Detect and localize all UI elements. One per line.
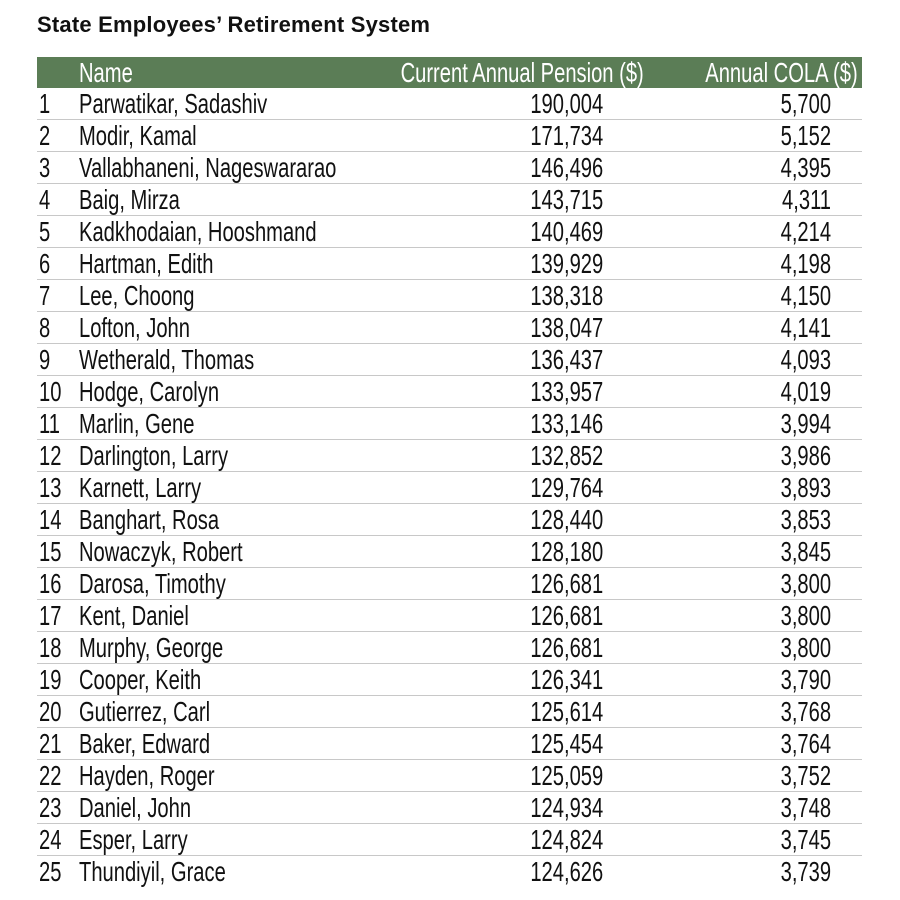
name-cell: Vallabhaneni, Nageswararao xyxy=(79,152,337,183)
cola-cell: 4,214 xyxy=(780,216,831,247)
name-cell: Cooper, Keith xyxy=(79,664,202,695)
name-cell: Esper, Larry xyxy=(79,824,188,855)
table-row xyxy=(37,184,862,216)
rank-cell: 8 xyxy=(39,312,51,343)
pension-cell: 126,341 xyxy=(530,664,603,695)
pension-cell: 143,715 xyxy=(530,184,603,215)
pension-cell: 140,469 xyxy=(530,216,603,247)
pension-cell: 136,437 xyxy=(530,344,603,375)
name-cell: Gutierrez, Carl xyxy=(79,696,211,727)
name-cell: Lofton, John xyxy=(79,312,190,343)
cola-cell: 3,800 xyxy=(780,568,831,599)
cola-cell: 3,800 xyxy=(780,632,831,663)
pension-cell: 146,496 xyxy=(530,152,603,183)
table-row xyxy=(37,408,862,440)
pension-table xyxy=(37,57,862,887)
name-cell: Modir, Kamal xyxy=(79,120,197,151)
table-row xyxy=(37,120,862,152)
pension-cell: 133,146 xyxy=(530,408,603,439)
name-cell: Banghart, Rosa xyxy=(79,504,220,535)
table-row xyxy=(37,600,862,632)
rank-cell: 14 xyxy=(39,504,62,535)
rank-cell: 5 xyxy=(39,216,51,247)
rank-cell: 13 xyxy=(39,472,62,503)
table-row xyxy=(37,760,862,792)
rank-cell: 10 xyxy=(39,376,62,407)
pension-cell: 124,934 xyxy=(530,792,603,823)
name-cell: Karnett, Larry xyxy=(79,472,202,503)
pension-cell: 132,852 xyxy=(530,440,603,471)
pension-cell: 190,004 xyxy=(530,88,603,119)
cola-cell: 3,800 xyxy=(780,600,831,631)
rank-cell: 2 xyxy=(39,120,51,151)
rank-cell: 11 xyxy=(39,408,60,439)
cola-cell: 5,152 xyxy=(780,120,831,151)
rank-cell: 22 xyxy=(39,760,62,791)
rank-cell: 6 xyxy=(39,248,51,279)
rank-cell: 16 xyxy=(39,568,62,599)
name-cell: Wetherald, Thomas xyxy=(79,344,255,375)
name-cell: Nowaczyk, Robert xyxy=(79,536,243,567)
cola-cell: 3,845 xyxy=(780,536,831,567)
name-cell: Hartman, Edith xyxy=(79,248,214,279)
table-row xyxy=(37,312,862,344)
name-cell: Darlington, Larry xyxy=(79,440,229,471)
cola-cell: 3,768 xyxy=(780,696,831,727)
pension-cell: 138,318 xyxy=(530,280,603,311)
pension-cell: 126,681 xyxy=(530,600,603,631)
cola-cell: 3,748 xyxy=(780,792,831,823)
cola-cell: 4,311 xyxy=(782,184,831,215)
cola-cell: 3,764 xyxy=(780,728,831,759)
table-row xyxy=(37,536,862,568)
header-pension: Current Annual Pension ($) xyxy=(400,57,644,88)
table-row xyxy=(37,440,862,472)
rank-cell: 9 xyxy=(39,344,51,375)
cola-cell: 4,093 xyxy=(780,344,831,375)
table-row xyxy=(37,216,862,248)
table-row xyxy=(37,696,862,728)
name-cell: Murphy, George xyxy=(79,632,224,663)
pension-cell: 124,626 xyxy=(530,856,603,887)
table-row xyxy=(37,376,862,408)
rank-cell: 24 xyxy=(39,824,62,855)
name-cell: Lee, Choong xyxy=(79,280,195,311)
name-cell: Parwatikar, Sadashiv xyxy=(79,88,268,119)
cola-cell: 3,853 xyxy=(780,504,831,535)
cola-cell: 3,986 xyxy=(780,440,831,471)
rank-cell: 4 xyxy=(39,184,51,215)
cola-cell: 4,198 xyxy=(780,248,831,279)
page-title: State Employees’ Retirement System xyxy=(37,12,431,37)
pension-cell: 128,180 xyxy=(530,536,603,567)
rank-cell: 23 xyxy=(39,792,62,823)
name-cell: Hodge, Carolyn xyxy=(79,376,220,407)
pension-cell: 126,681 xyxy=(530,632,603,663)
pension-cell: 128,440 xyxy=(530,504,603,535)
table-row xyxy=(37,504,862,536)
cola-cell: 3,745 xyxy=(780,824,831,855)
cola-cell: 4,141 xyxy=(780,312,831,343)
rank-cell: 19 xyxy=(39,664,62,695)
pension-cell: 133,957 xyxy=(530,376,603,407)
table-row xyxy=(37,632,862,664)
name-cell: Marlin, Gene xyxy=(79,408,195,439)
pension-cell: 125,454 xyxy=(530,728,603,759)
table-row xyxy=(37,792,862,824)
cola-cell: 3,994 xyxy=(780,408,831,439)
table-row xyxy=(37,248,862,280)
table-row xyxy=(37,472,862,504)
name-cell: Kadkhodaian, Hooshmand xyxy=(79,216,317,247)
pension-cell: 171,734 xyxy=(530,120,603,151)
rank-cell: 3 xyxy=(39,152,51,183)
cola-cell: 4,019 xyxy=(780,376,831,407)
name-cell: Daniel, John xyxy=(79,792,192,823)
name-cell: Darosa, Timothy xyxy=(79,568,226,599)
pension-cell: 125,614 xyxy=(530,696,603,727)
rank-cell: 15 xyxy=(39,536,62,567)
cola-cell: 3,790 xyxy=(780,664,831,695)
pension-cell: 124,824 xyxy=(530,824,603,855)
table-header xyxy=(37,57,862,88)
cola-cell: 4,150 xyxy=(780,280,831,311)
rank-cell: 7 xyxy=(39,280,51,311)
rank-cell: 18 xyxy=(39,632,62,663)
table-row xyxy=(37,568,862,600)
cola-cell: 4,395 xyxy=(780,152,831,183)
name-cell: Hayden, Roger xyxy=(79,760,215,791)
header-cola: Annual COLA ($) xyxy=(705,57,858,88)
name-cell: Thundiyil, Grace xyxy=(79,856,226,887)
rank-cell: 1 xyxy=(39,88,51,119)
rank-cell: 12 xyxy=(39,440,62,471)
cola-cell: 5,700 xyxy=(780,88,831,119)
table-row xyxy=(37,856,862,887)
pension-cell: 138,047 xyxy=(530,312,603,343)
name-cell: Kent, Daniel xyxy=(79,600,189,631)
pension-cell: 125,059 xyxy=(530,760,603,791)
header-name: Name xyxy=(79,57,133,88)
rank-cell: 21 xyxy=(39,728,62,759)
table-row xyxy=(37,152,862,184)
cola-cell: 3,739 xyxy=(780,856,831,887)
table-row xyxy=(37,344,862,376)
rank-cell: 25 xyxy=(39,856,62,887)
table-row xyxy=(37,88,862,120)
table-row xyxy=(37,728,862,760)
cola-cell: 3,752 xyxy=(780,760,831,791)
table-body xyxy=(37,88,862,887)
cola-cell: 3,893 xyxy=(780,472,831,503)
rank-cell: 20 xyxy=(39,696,62,727)
name-cell: Baig, Mirza xyxy=(79,184,180,215)
table-row xyxy=(37,664,862,696)
pension-cell: 139,929 xyxy=(530,248,603,279)
table-row xyxy=(37,280,862,312)
pension-cell: 126,681 xyxy=(530,568,603,599)
table-row xyxy=(37,824,862,856)
pension-cell: 129,764 xyxy=(530,472,603,503)
rank-cell: 17 xyxy=(39,600,62,631)
name-cell: Baker, Edward xyxy=(79,728,211,759)
